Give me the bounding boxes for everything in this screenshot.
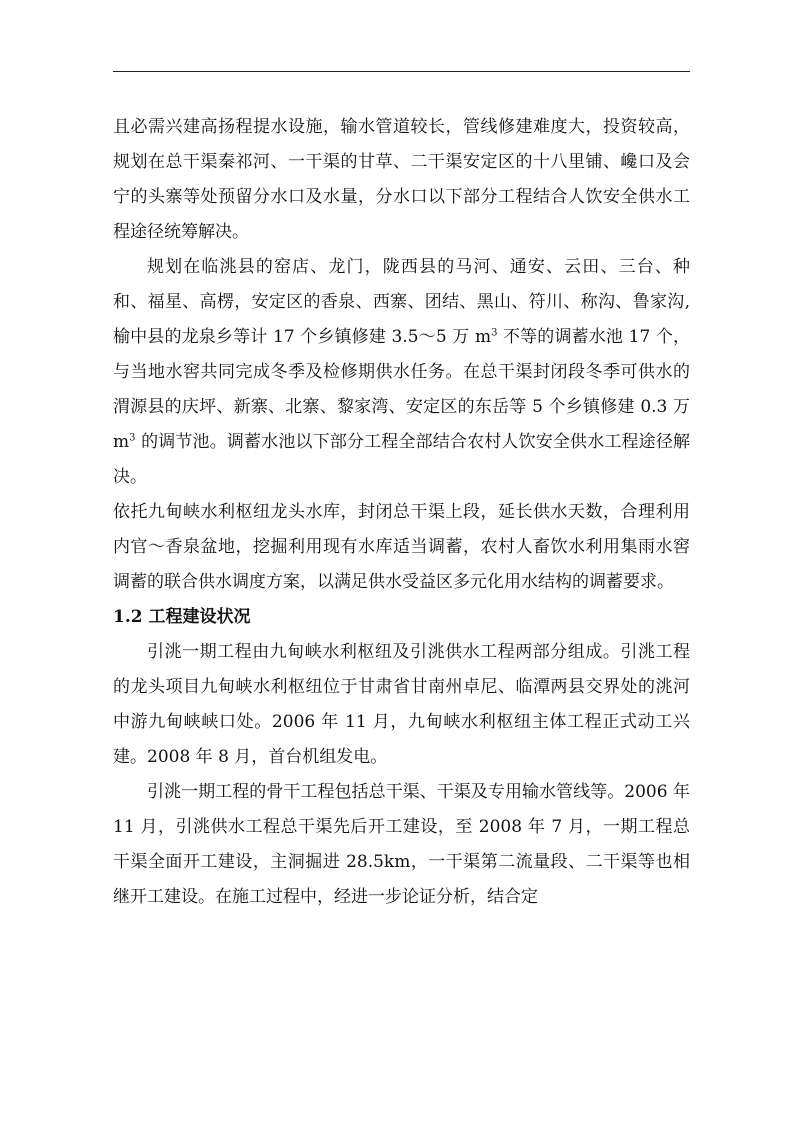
- superscript-3: 3: [491, 327, 498, 339]
- paragraph-2-part-3: 的调节池。调蓄水池以下部分工程全部结合农村人饮安全供水工程途径解决。: [113, 432, 690, 487]
- document-body: [113, 110, 690, 915]
- paragraph-2-part-1: 规划在临洮县的窑店、龙门，陇西县的马河、通安、云田、三台、种和、福星、高楞，安定区的香泉、西寨、团结、黑山、符川、称沟、鲁家沟,榆中县的龙泉乡等计 17 个乡镇修建 3.5～5 万 m: [113, 257, 690, 347]
- superscript-3: 3: [129, 432, 136, 444]
- paragraph-4: 引洮一期工程由九甸峡水利枢纽及引洮供水工程两部分组成。引洮工程的龙头项目九甸峡水利枢纽位于甘肃省甘南州卓尼、临潭两县交界处的洮河中游九甸峡峡口处。2006 年 11 月，九甸峡水利枢纽主体工程正式动工兴建。2008 年 8 月，首台机组发电。: [113, 642, 690, 767]
- paragraph-1: 且必需兴建高扬程提水设施，输水管道较长，管线修建难度大，投资较高，规划在总干渠秦祁河、一干渠的甘草、二干渠安定区的十八里铺、巉口及会宁的头寨等处预留分水口及水量，分水口以下部分工程结合人饮安全供水工程途径统筹解决。: [113, 117, 690, 242]
- paragraph-5: 引洮一期工程的骨干工程包括总干渠、干渠及专用输水管线等。2006 年 11 月，引洮供水工程总干渠先后开工建设，至 2008 年 7 月，一期工程总干渠全面开工建设，主洞掘进 28.5km，一干渠第二流量段、二干渠等也相继开工建设。在施工过程中，经进一步论证分析，结合定: [113, 782, 690, 907]
- paragraph-2: [113, 250, 690, 495]
- paragraph-3: 依托九甸峡水利枢纽龙头水库，封闭总干渠上段，延长供水天数，合理利用内官～香泉盆地，挖掘利用现有水库适当调蓄，农村人畜饮水利用集雨水窖调蓄的联合供水调度方案，以满足供水受益区多元化用水结构的调蓄要求。: [113, 502, 690, 592]
- section-heading: 1.2 工程建设状况: [113, 607, 251, 627]
- header-rule: [113, 71, 690, 72]
- paragraph-2-part-2: 不等的调蓄水池 17 个，与当地水窖共同完成冬季及检修期供水任务。在总干渠封闭段冬季可供水的渭源县的庆坪、新寨、北寨、黎家湾、安定区的东岳等 5 个乡镇修建 0.3 万 m: [113, 327, 690, 452]
